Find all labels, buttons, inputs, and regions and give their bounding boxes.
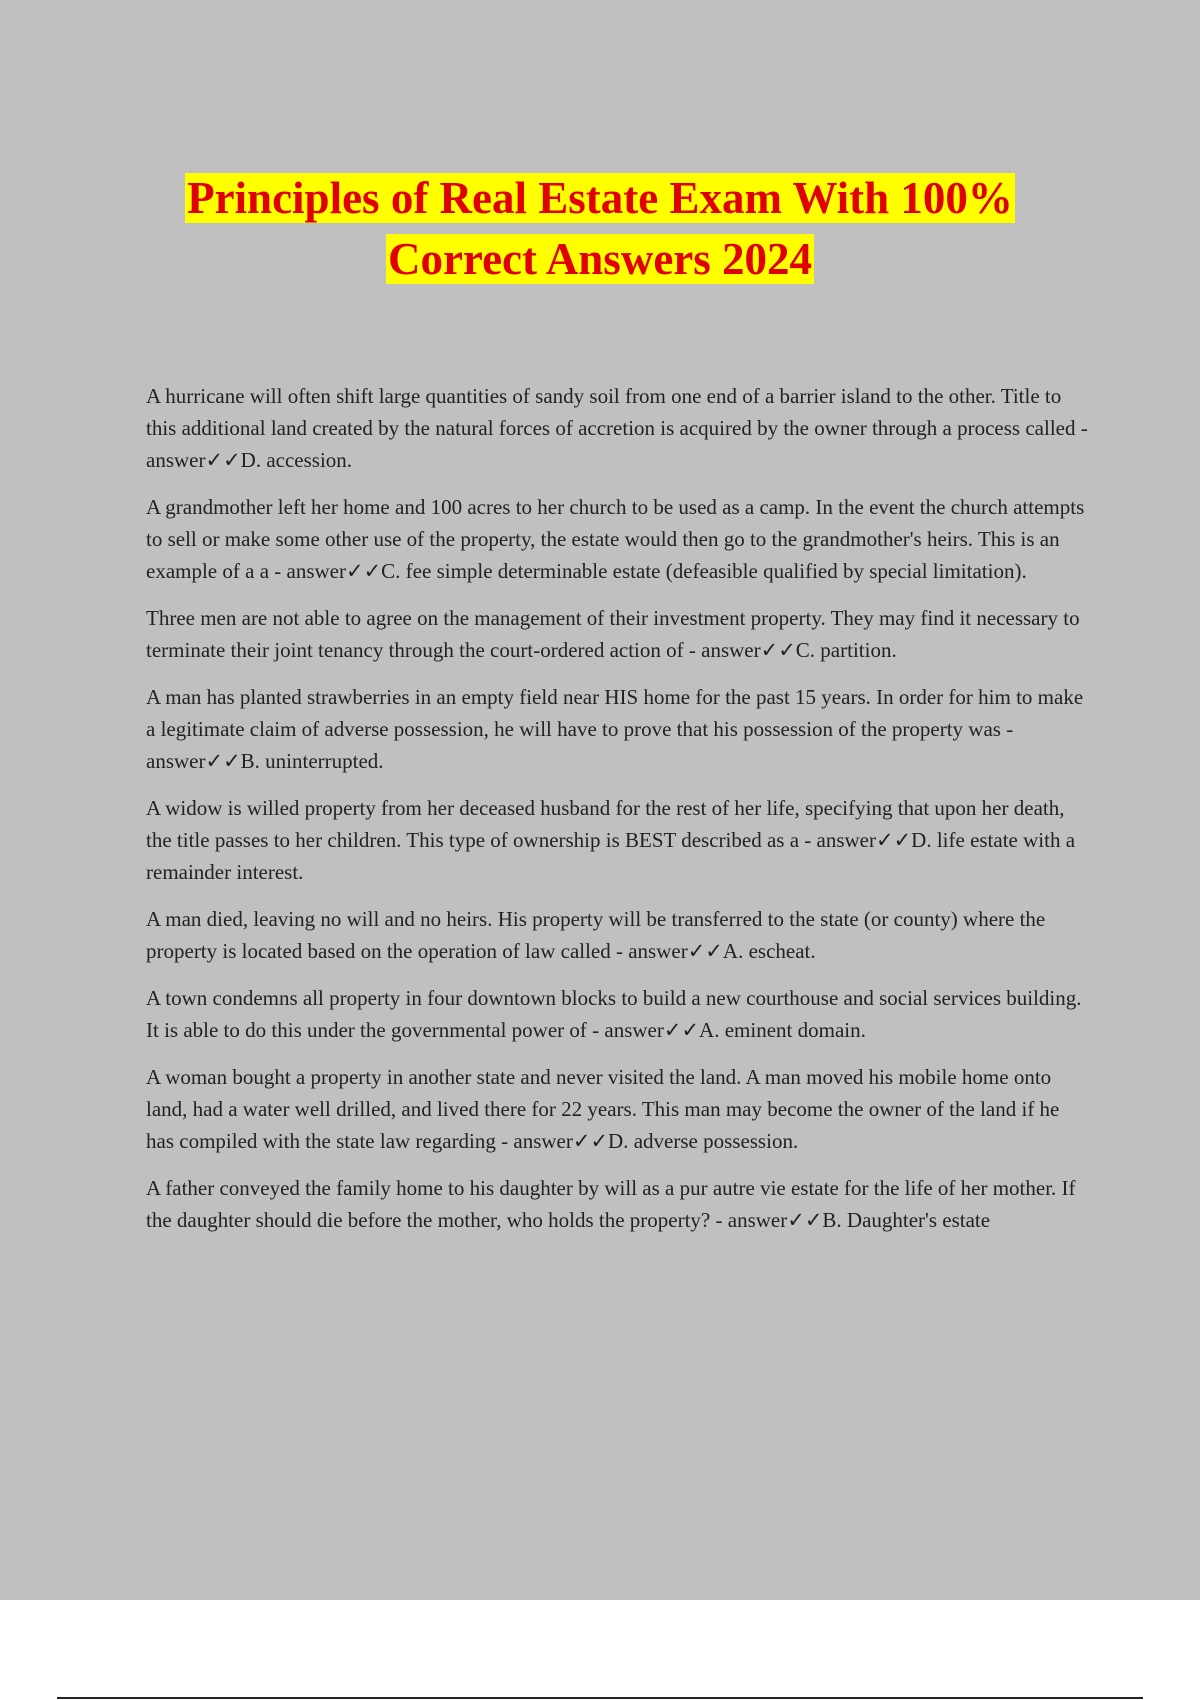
question-answer-item: A father conveyed the family home to his daughter by will as a pur autre vie estate for the life of her mother. If the daughter should die before the mother, who holds the property? - answer✓✓B. Daughter's estate: [146, 1176, 1076, 1232]
document-title: [0, 168, 1200, 290]
question-answer-item: A woman bought a property in another state and never visited the land. A man moved his mobile home onto land, had a water well drilled, and lived there for 22 years. This man may become the owner of the land if he has compiled with the state law regarding - answer✓✓D. adverse possession.: [146, 1065, 1060, 1153]
question-answer-item: Three men are not able to agree on the management of their investment property. They may find it necessary to terminate their joint tenancy through the court-ordered action of - answer✓✓C. partition.: [146, 606, 1080, 662]
question-answer-item: A hurricane will often shift large quantities of sandy soil from one end of a barrier island to the other. Title to this additional land created by the natural forces of accretion is acquired by the owner through a process called - answer✓✓D. accession.: [146, 384, 1088, 472]
question-answer-item: A town condemns all property in four downtown blocks to build a new courthouse and social services building. It is able to do this under the governmental power of - answer✓✓A. eminent domain.: [146, 986, 1082, 1042]
question-list: [146, 380, 1088, 1251]
title-line-2: Correct Answers 2024: [387, 234, 813, 284]
question-answer-item: A grandmother left her home and 100 acres to her church to be used as a camp. In the event the church attempts to sell or make some other use of the property, the estate would then go to the grandmother's heirs. This is an example of a a - answer✓✓C. fee simple determinable estate (defeasible qualified by special limitation).: [146, 495, 1085, 583]
title-line-1: Principles of Real Estate Exam With 100%: [187, 173, 1013, 223]
bottom-divider: [57, 1697, 1143, 1699]
question-answer-item: A man died, leaving no will and no heirs. His property will be transferred to the state (or county) where the property is located based on the operation of law called - answer✓✓A. escheat.: [146, 907, 1046, 963]
question-answer-item: A widow is willed property from her deceased husband for the rest of her life, specifying that upon her death, the title passes to her children. This type of ownership is BEST described as a - answer✓✓D. life estate with a remainder interest.: [146, 796, 1076, 884]
question-answer-item: A man has planted strawberries in an empty field near HIS home for the past 15 years. In order for him to make a legitimate claim of adverse possession, he will have to prove that his possession of the property was - answer✓✓B. uninterrupted.: [146, 685, 1084, 773]
